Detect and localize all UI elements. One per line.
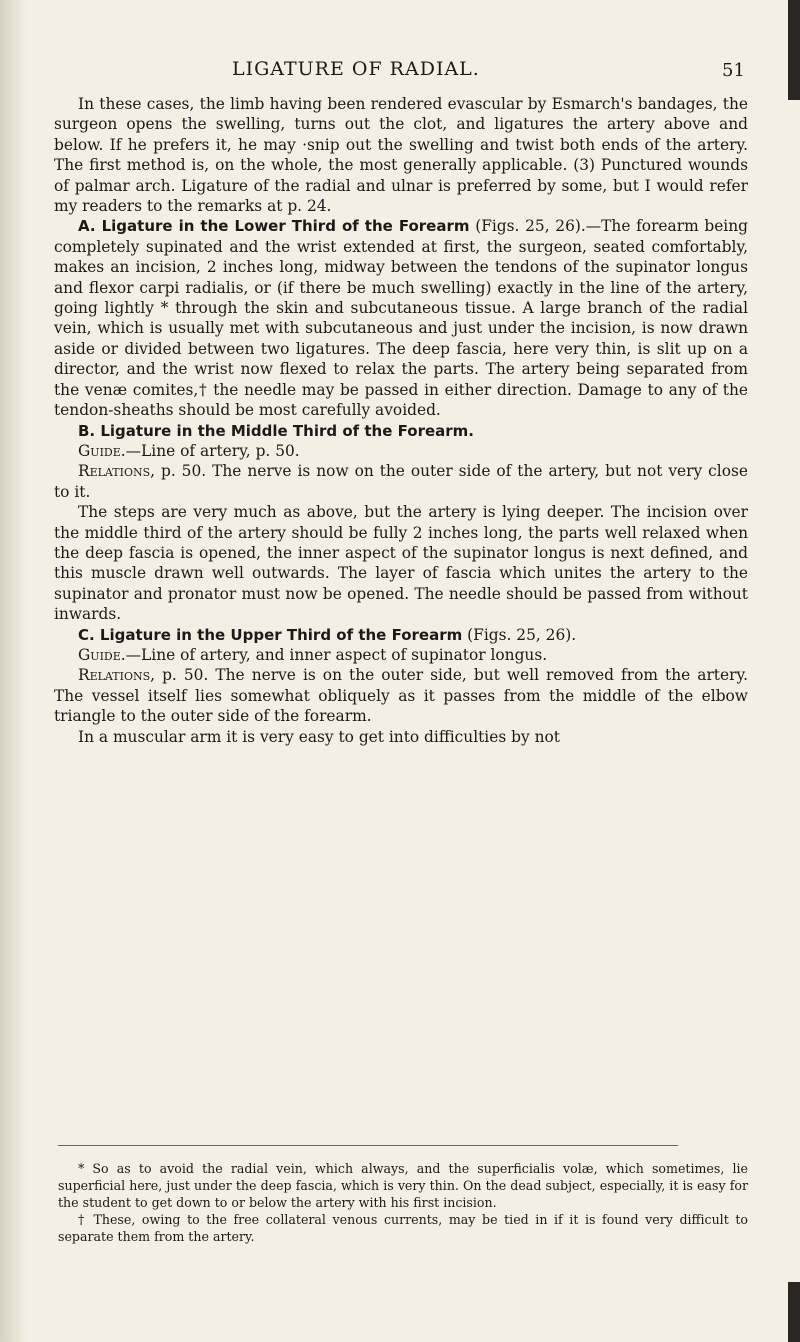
relations-b: Relations, p. 50. The nerve is now on the outer side of the artery, but not very close to it. <box>54 462 748 501</box>
paragraph: In these cases, the limb having been rendered evascular by Esmarch's bandages, the surgeon opens the swelling, turns out the clot, and ligatures the artery above and below. If he prefers it, he may ·snip out the swelling and twist both ends of the artery. The first method is, on the whole, the most generally applicable. (3) Punctured wounds of palmar arch. Ligature of the radial and ulnar is preferred by some, but I would refer my readers to the remarks at p. 24. <box>54 95 748 216</box>
page-binding-edge <box>0 0 26 1342</box>
footnote: † These, owing to the free collateral venous currents, may be tied in if it is found very difficult to separate them from the artery. <box>58 1212 748 1244</box>
paragraph: In a muscular arm it is very easy to get into difficulties by not <box>78 727 560 746</box>
footnotes <box>58 1160 748 1245</box>
page-number: 51 <box>722 60 745 81</box>
guide-b: Guide.—Line of artery, p. 50. <box>78 441 300 460</box>
section-heading-c: C. Ligature in the Upper Third of the Forearm <box>78 625 463 644</box>
guide-c: Guide.—Line of artery, and inner aspect of supinator longus. <box>78 645 548 664</box>
running-head: LIGATURE OF RADIAL. <box>232 58 480 80</box>
paragraph: The steps are very much as above, but the artery is lying deeper. The incision over the middle third of the artery should be fully 2 inches long, the parts well relaxed when the deep fascia is opened, the inner aspect of the supinator longus is next defined, and this muscle drawn well outwards. The layer of fascia which unites the artery to the supinator and pronator must now be opened. The needle should be passed from without inwards. <box>54 503 748 624</box>
relations-c: Relations, p. 50. The nerve is on the outer side, but well removed from the artery. The vessel itself lies somewhat obliquely as it passes from the middle of the elbow triangle to the outer side of the forearm. <box>54 666 748 726</box>
section-heading-a: A. Ligature in the Lower Third of the Forearm <box>78 217 470 236</box>
section-heading-b: B. Ligature in the Middle Third of the Forearm. <box>78 421 474 440</box>
footnote-rule <box>58 1145 678 1146</box>
section-c: C. Ligature in the Upper Third of the Forearm (Figs. 25, 26). <box>78 625 577 644</box>
section-a-text: (Figs. 25, 26).—The forearm being completely supinated and the wrist extended at first, the surgeon, seated comfortably, makes an incision, 2 inches long, midway between the tendons of the supinator longus and flexor carpi radialis, or (if there be much swelling) exactly in the line of the artery, going lightly * through the skin and subcutaneous tissue. A large branch of the radial vein, which is usually met with subcutaneous and just under the incision, is now drawn aside or divided between two ligatures. The deep fascia, here very thin, is slit up on a director, and the wrist now flexed to relax the parts. The artery being separated from the venæ comites,† the needle may be passed in either direction. Damage to any of the tendon-sheaths should be most carefully avoided. <box>54 217 748 420</box>
page-header <box>0 52 800 86</box>
body-text <box>54 94 748 747</box>
scan-edge-mark-bottom <box>788 1282 800 1342</box>
section-a <box>54 216 748 420</box>
footnote: * So as to avoid the radial vein, which always, and the superficialis volæ, which sometimes, lie superficial here, just under the deep fascia, which is very thin. On the dead subject, especially, it is easy for the student to get down to or below the artery with his first incision. <box>58 1161 748 1210</box>
